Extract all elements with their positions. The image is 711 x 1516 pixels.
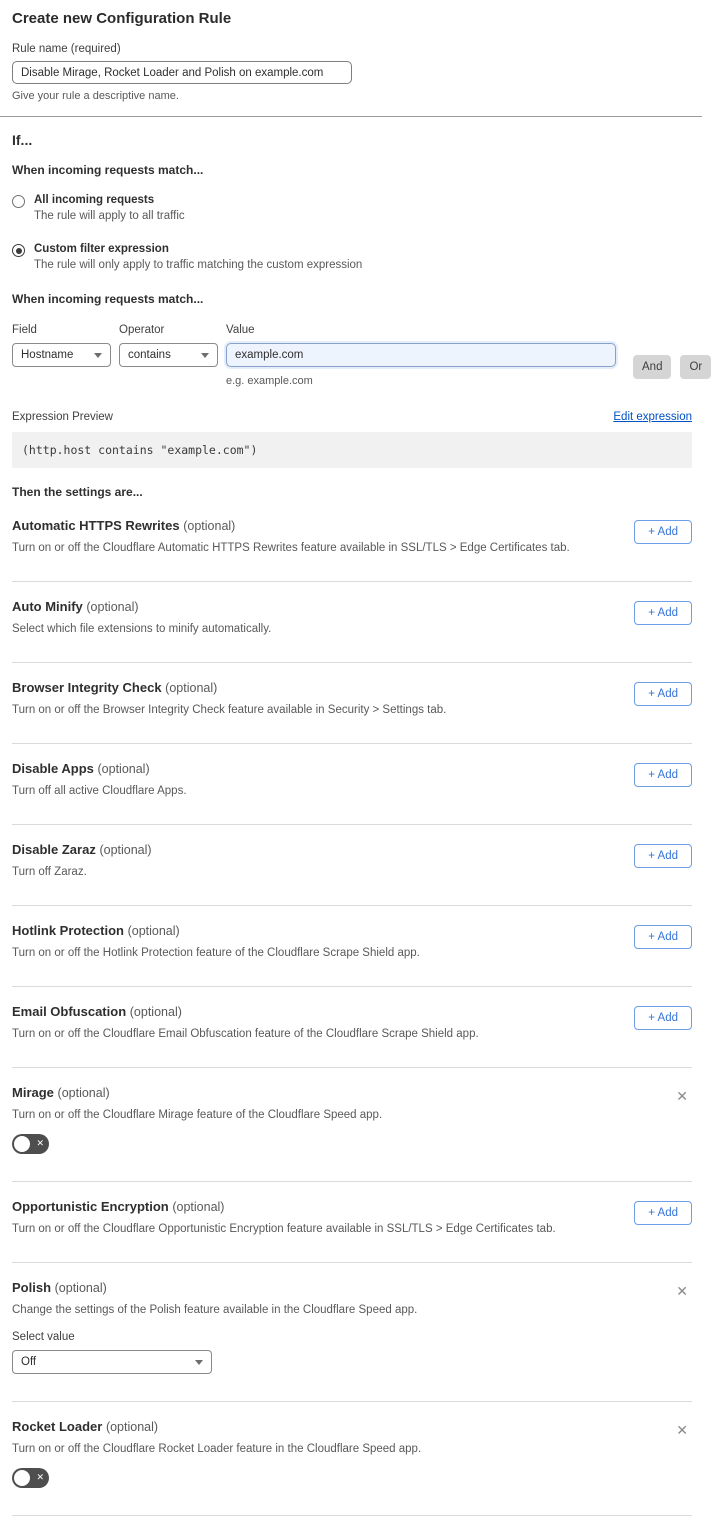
add-disable-apps-button[interactable]: + Add (634, 763, 692, 787)
rocket-loader-toggle[interactable] (12, 1468, 49, 1488)
rule-name-input[interactable] (12, 61, 352, 84)
add-hotlink-protection-button[interactable]: + Add (634, 925, 692, 949)
add-automatic-https-rewrites-button[interactable]: + Add (634, 520, 692, 544)
field-label: Field (12, 324, 37, 336)
setting-description: Turn on or off the Hotlink Protection feature of the Cloudflare Scrape Shield app. (12, 947, 420, 959)
add-auto-minify-button[interactable]: + Add (634, 601, 692, 625)
setting-rocket-loader (12, 1402, 692, 1516)
toggle-knob (14, 1470, 30, 1486)
setting-name: Rocket Loader (12, 1419, 103, 1434)
setting-browser-integrity-check (12, 663, 692, 744)
builder-heading: When incoming requests match... (12, 292, 204, 306)
setting-optional-label: (optional) (57, 1086, 110, 1100)
edit-expression-link[interactable]: Edit expression (613, 411, 692, 423)
setting-name: Polish (12, 1280, 52, 1295)
setting-name: Auto Minify (12, 599, 83, 614)
if-heading: If... (12, 132, 33, 148)
add-disable-zaraz-button[interactable]: + Add (634, 844, 692, 868)
setting-description: Turn on or off the Cloudflare Automatic HTTPS Rewrites feature available in SSL/TLS > Edge Certificates tab. (12, 542, 570, 554)
radio-label: Custom filter expression (34, 243, 169, 255)
setting-description: Change the settings of the Polish feature available in the Cloudflare Speed app. (12, 1304, 418, 1316)
setting-hotlink-protection (12, 906, 692, 987)
setting-optional-label: (optional) (105, 1420, 159, 1434)
setting-disable-apps (12, 744, 692, 825)
setting-auto-minify (12, 582, 692, 663)
setting-name: Hotlink Protection (12, 923, 124, 938)
setting-optional-label: (optional) (165, 681, 218, 695)
setting-description: Turn on or off the Cloudflare Email Obfuscation feature of the Cloudflare Scrape Shield app. (12, 1028, 479, 1040)
setting-optional-label: (optional) (54, 1281, 107, 1295)
chevron-down-icon (94, 353, 102, 358)
rule-name-help: Give your rule a descriptive name. (12, 90, 179, 102)
operator-label: Operator (119, 324, 165, 336)
setting-polish (12, 1263, 692, 1402)
polish-select[interactable] (12, 1350, 212, 1374)
setting-optional-label: (optional) (183, 519, 236, 533)
setting-automatic-https-rewrites (12, 501, 692, 582)
setting-name: Automatic HTTPS Rewrites (12, 518, 180, 533)
mirage-toggle[interactable] (12, 1134, 49, 1154)
setting-description: Turn on or off the Browser Integrity Check feature available in Security > Settings tab. (12, 704, 447, 716)
setting-optional-label: (optional) (86, 600, 139, 614)
settings-list (12, 501, 692, 1516)
setting-mirage (12, 1068, 692, 1182)
chevron-down-icon (201, 353, 209, 358)
setting-description: Turn on or off the Cloudflare Rocket Loader feature in the Cloudflare Speed app. (12, 1443, 422, 1455)
toggle-knob (14, 1136, 30, 1152)
value-input[interactable] (226, 343, 616, 367)
radio-icon-checked[interactable] (12, 244, 25, 257)
and-button[interactable]: And (633, 355, 671, 379)
add-email-obfuscation-button[interactable]: + Add (634, 1006, 692, 1030)
operator-select-value: contains (128, 349, 171, 361)
polish-select-label: Select value (12, 1331, 75, 1343)
setting-description: Turn on or off the Cloudflare Mirage feature of the Cloudflare Speed app. (12, 1109, 383, 1121)
setting-opportunistic-encryption (12, 1182, 692, 1263)
radio-description: The rule will apply to all traffic (34, 210, 185, 222)
setting-description: Select which file extensions to minify automatically. (12, 623, 272, 635)
match-type-radio-group (12, 194, 692, 271)
remove-polish-button[interactable]: ✕ (672, 1282, 692, 1300)
setting-description: Turn on or off the Cloudflare Opportunistic Encryption feature available in SSL/TLS > Edge Certificates tab. (12, 1223, 556, 1235)
setting-name: Browser Integrity Check (12, 680, 162, 695)
setting-name: Mirage (12, 1085, 54, 1100)
value-label: Value (226, 324, 255, 336)
expression-preview-label: Expression Preview (12, 411, 113, 423)
expression-builder-row (12, 314, 703, 387)
polish-select-value: Off (21, 1356, 37, 1368)
toggle-off-icon: ✕ (36, 1138, 44, 1148)
setting-description: Turn off Zaraz. (12, 866, 87, 878)
setting-name: Opportunistic Encryption (12, 1199, 169, 1214)
chevron-down-icon (195, 1360, 203, 1365)
field-select-value: Hostname (21, 349, 74, 361)
setting-disable-zaraz (12, 825, 692, 906)
toggle-off-icon: ✕ (36, 1472, 44, 1482)
divider (0, 116, 702, 117)
radio-description: The rule will only apply to traffic matching the custom expression (34, 259, 363, 271)
radio-all-incoming-requests[interactable] (12, 194, 692, 222)
expression-preview-code: (http.host contains "example.com") (12, 432, 692, 468)
setting-email-obfuscation (12, 987, 692, 1068)
value-help: e.g. example.com (226, 375, 313, 387)
setting-optional-label: (optional) (97, 762, 150, 776)
setting-name: Disable Zaraz (12, 842, 96, 857)
radio-icon[interactable] (12, 195, 25, 208)
page-title: Create new Configuration Rule (12, 10, 232, 27)
setting-optional-label: (optional) (172, 1200, 225, 1214)
setting-description: Turn off all active Cloudflare Apps. (12, 785, 187, 797)
setting-name: Disable Apps (12, 761, 94, 776)
setting-optional-label: (optional) (99, 843, 152, 857)
radio-label: All incoming requests (34, 194, 155, 206)
setting-optional-label: (optional) (129, 1005, 182, 1019)
field-select[interactable] (12, 343, 111, 367)
add-browser-integrity-check-button[interactable]: + Add (634, 682, 692, 706)
match-heading: When incoming requests match... (12, 163, 204, 177)
remove-mirage-button[interactable]: ✕ (672, 1087, 692, 1105)
remove-rocket-loader-button[interactable]: ✕ (672, 1421, 692, 1439)
then-heading: Then the settings are... (12, 485, 143, 499)
setting-optional-label: (optional) (127, 924, 180, 938)
operator-select[interactable] (119, 343, 218, 367)
add-opportunistic-encryption-button[interactable]: + Add (634, 1201, 692, 1225)
or-button[interactable]: Or (680, 355, 711, 379)
rule-name-label: Rule name (required) (12, 43, 121, 55)
setting-name: Email Obfuscation (12, 1004, 127, 1019)
radio-custom-filter-expression[interactable] (12, 243, 692, 271)
